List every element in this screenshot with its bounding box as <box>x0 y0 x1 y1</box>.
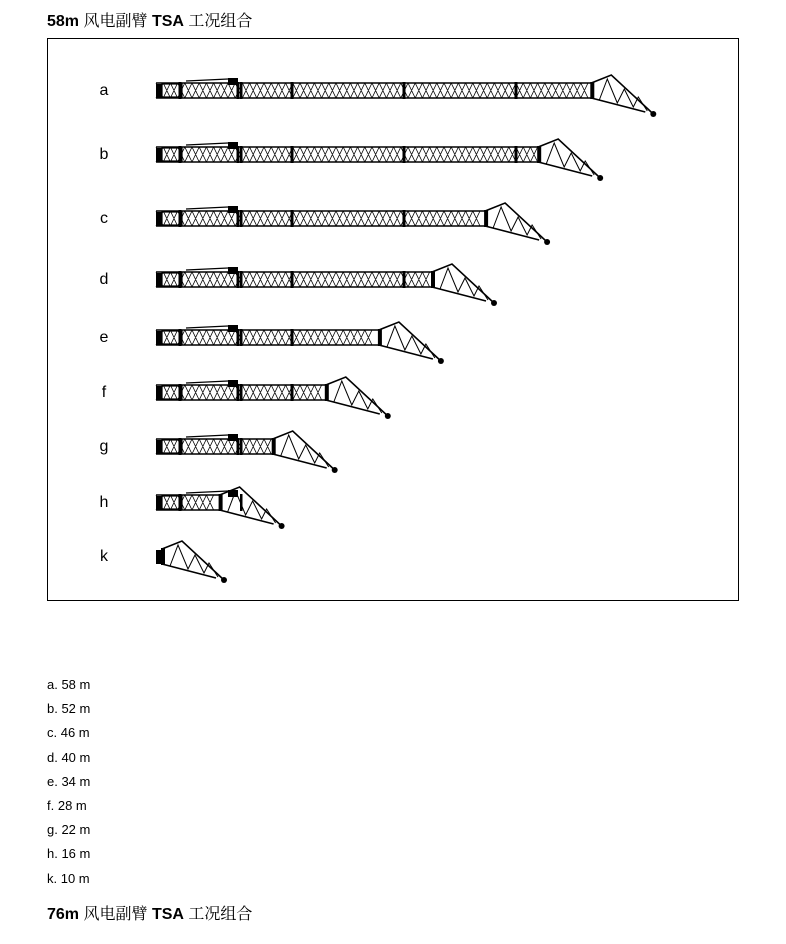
row-label-k: k <box>100 547 108 565</box>
legend-item-a: a. 58 m <box>47 677 91 692</box>
guy-line <box>186 79 228 81</box>
heading-text-combo: 工况组合 <box>188 906 253 923</box>
row-label-f: f <box>101 383 107 401</box>
frame-post <box>240 271 243 288</box>
tip-chords <box>162 541 224 580</box>
row-label-a: a <box>99 81 109 99</box>
section-joint <box>515 82 518 99</box>
guy-line <box>186 435 228 437</box>
guy-line <box>186 143 228 145</box>
section-joint <box>291 82 294 99</box>
tip-joint <box>219 494 223 511</box>
row-label-e: e <box>99 328 109 346</box>
frame-post <box>240 329 243 346</box>
lattice-diagonals <box>156 147 538 162</box>
section-joint <box>403 271 406 288</box>
tip-joint <box>431 271 435 288</box>
tip-sheave <box>650 111 656 117</box>
winch-block <box>228 380 238 387</box>
legend-item-k: k. 10 m <box>47 870 90 886</box>
jib-f <box>156 377 391 419</box>
tip-chords <box>485 203 547 242</box>
tip-sheave <box>279 523 285 529</box>
tip-sheave <box>332 467 338 473</box>
tip-sheave <box>491 300 497 306</box>
heading-bold-tsa: TSA <box>151 906 184 923</box>
row-label-d: d <box>99 270 109 288</box>
guy-line <box>186 491 228 493</box>
lattice-diagonals <box>156 495 214 510</box>
winch-block <box>228 142 238 149</box>
lattice-diagonals <box>156 330 372 345</box>
legend-item-g: g. 22 m <box>47 822 91 838</box>
lattice-diagonals <box>156 211 480 226</box>
legend-item-b: b. 52 m <box>47 701 91 717</box>
heading-text: 风电副臂 <box>83 906 148 923</box>
tip-joint <box>484 210 488 227</box>
tip-joint <box>161 548 165 565</box>
heading-text-combo: 工况组合 <box>188 13 253 30</box>
tip-chords <box>591 75 653 114</box>
legend-item-h: h. 16 m <box>47 846 91 862</box>
heading-bold-length: 58m <box>47 13 80 30</box>
tip-chords <box>538 139 600 178</box>
row-label-b: b <box>99 145 109 163</box>
length-legend <box>47 677 90 895</box>
tip-chords <box>273 431 335 470</box>
tip-sheave <box>385 413 391 419</box>
winch-block <box>228 206 238 213</box>
jib-c <box>156 203 550 245</box>
section-joint <box>291 210 294 227</box>
section-joint <box>291 271 294 288</box>
jib-a <box>156 75 656 117</box>
frame-post <box>240 82 243 99</box>
legend-item-e: e. 34 m <box>47 773 91 789</box>
jib-g <box>156 431 338 473</box>
row-label-g: g <box>99 437 109 455</box>
guy-line <box>186 381 228 383</box>
jib-e <box>156 322 444 364</box>
section-joint <box>403 146 406 163</box>
legend-item-d: d. 40 m <box>47 749 91 765</box>
heading-bold-tsa: TSA <box>151 13 184 30</box>
jib-b <box>156 139 603 181</box>
lattice-diagonals <box>156 439 271 454</box>
tip-joint <box>590 82 594 99</box>
winch-block <box>228 434 238 441</box>
jib-configuration-figure <box>47 38 739 601</box>
row-label-c: c <box>100 209 108 227</box>
page-heading-58m <box>47 8 252 31</box>
frame-post <box>240 210 243 227</box>
tip-joint <box>272 438 276 455</box>
heading-text: 风电副臂 <box>83 13 148 30</box>
tip-chords <box>432 264 494 303</box>
lattice-diagonals <box>156 83 588 98</box>
tip-joint <box>325 384 329 401</box>
section-joint <box>515 146 518 163</box>
winch-block <box>228 78 238 85</box>
legend-item-f: f. 28 m <box>47 797 87 813</box>
guy-line <box>186 268 228 270</box>
section-joint <box>291 384 294 401</box>
frame-post <box>240 438 243 455</box>
section-joint <box>403 82 406 99</box>
guy-line <box>186 207 228 209</box>
row-label-h: h <box>99 493 109 511</box>
tip-chords <box>379 322 441 361</box>
legend-item-c: c. 46 m <box>47 725 90 741</box>
section-joint <box>291 146 294 163</box>
winch-block <box>228 325 238 332</box>
tip-sheave <box>221 577 227 583</box>
heading-bold-length: 76m <box>47 906 80 923</box>
tip-sheave <box>597 175 603 181</box>
tip-sheave <box>544 239 550 245</box>
jib-h <box>156 487 285 529</box>
frame-post <box>240 146 243 163</box>
tip-joint <box>537 146 541 163</box>
section-joint <box>403 210 406 227</box>
tip-joint <box>378 329 382 346</box>
guy-line <box>186 326 228 328</box>
page-heading-76m <box>47 901 252 924</box>
jib-d <box>156 264 497 306</box>
frame-post <box>240 384 243 401</box>
jib-drawings <box>48 39 740 602</box>
section-joint <box>291 329 294 346</box>
tip-sheave <box>438 358 444 364</box>
winch-block <box>228 267 238 274</box>
jib-k <box>156 541 227 583</box>
tip-chords <box>326 377 388 416</box>
